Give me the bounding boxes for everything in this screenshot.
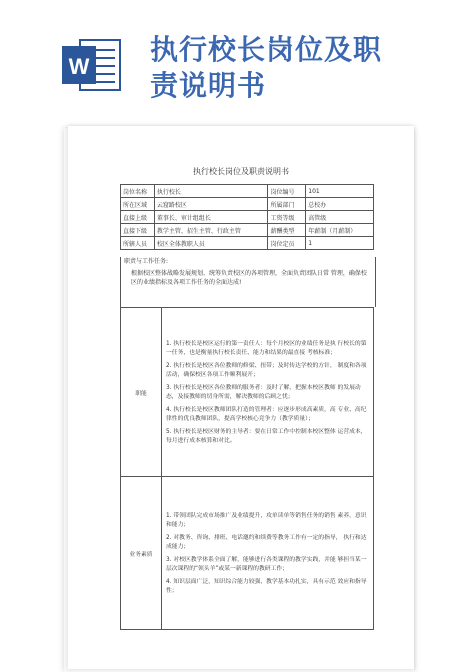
info-field-label: 岗位编号 [268, 185, 306, 198]
info-field-label: 直接下级 [121, 224, 155, 237]
quality-item: 2. 对教务、咨询、排班、电话邀约和续费等教务工作有一定的指导， 执行和达成能力； [166, 535, 367, 550]
banner-title [150, 32, 460, 104]
info-row [121, 198, 374, 211]
functions-label: 职能 [121, 308, 162, 477]
duties-intro-text: 根据校区整体战略发展规划、统筹负责校区的各项管理，全面负责团队日常 管理，确保校区的业绩指标及各项工作任务的全面达成! [131, 270, 367, 286]
banner-title-line1: 执行校长岗位及职 [150, 33, 383, 66]
info-row [121, 224, 374, 237]
word-document-icon [60, 36, 122, 94]
functions-list [162, 308, 374, 477]
banner-header [0, 0, 474, 118]
quality-item: 1. 带领团队完成市场推广及业绩提升，攻单读单等销售任务的销售 素养，意识和能力； [166, 513, 367, 528]
quality-item: 3. 对校区教学体系全面了解，能够进行各类课程的教学实践，并能 够担当某一层次课程的“领头羊”或某一新课程的教研工作； [166, 557, 367, 572]
quality-label: 业务素质 [121, 477, 162, 630]
duties-intro-label: 职责与工作任务: [124, 258, 169, 265]
info-field-value: 101 [306, 185, 374, 198]
info-field-label: 工资等级 [268, 211, 306, 224]
function-item: 4. 执行校长是校区教师团队打造的管理者：应逐步形成高素质，高 专业、高纪律性的优良教师团队，提高学校核心竞争力（教学质量）； [166, 407, 367, 422]
info-field-value: 高管级 [306, 211, 374, 224]
document-title: 执行校长岗位及职责说明书 [193, 167, 289, 176]
function-item: 1. 执行校长是校区运行的第一责任人：每个月校区的业绩任务是执 行校长的第一任务，也是衡量执行校长责任、能力和结果的最直接 考核标准； [166, 341, 367, 356]
info-field-label: 岗位名称 [121, 185, 155, 198]
info-field-label: 所辖人员 [121, 237, 155, 250]
info-field-value: 校区全体教职人员 [154, 237, 268, 250]
function-item: 3. 执行校长是校区各位教师的服务者：及时了解，把握本校区教师 的发展动态，及接教师的切身所需，解决教师的后顾之忧； [166, 385, 361, 400]
duties-intro [120, 257, 376, 307]
info-field-value: 董事长、审计组组长 [154, 211, 268, 224]
info-row [121, 211, 374, 224]
function-item: 2. 执行校长是校区各位教师的修梁、扭带；及时传达学校的方针， 制度和各项活动，确保校区各项工作顺利展开； [166, 363, 367, 378]
info-field-value: 云窟路校区 [154, 198, 268, 211]
info-field-value: 总校办 [306, 198, 374, 211]
info-row [121, 237, 374, 250]
info-field-label: 直接上级 [121, 211, 155, 224]
info-table [120, 184, 374, 250]
info-field-label: 薪酬类型 [268, 224, 306, 237]
word-icon-letter: W [68, 54, 90, 79]
info-field-value: 1 [306, 237, 374, 250]
info-field-label: 所属部门 [268, 198, 306, 211]
quality-item: 4. 知识层面广泛，知识综合能力较强，教学基本功扎实，具有示范 效应和指导性； [166, 579, 367, 594]
info-field-value: 教学主管、招生主管、行政主管 [154, 224, 268, 237]
banner-title-line2: 责说明书 [150, 69, 267, 102]
info-field-label: 岗位定员 [268, 237, 306, 250]
info-field-value: 年薪制（月薪制） [306, 224, 374, 237]
info-row [121, 185, 374, 198]
info-field-value: 执行校长 [154, 185, 268, 198]
quality-list [162, 477, 374, 630]
duty-row-quality [121, 477, 374, 630]
info-field-label: 所在区域 [121, 198, 155, 211]
duty-table [120, 307, 374, 630]
function-item: 5. 执行校长是校区财务的主导者：要在日常工作中控制本校区整体 运营成本，每月进行成本核算和对比。 [166, 429, 367, 444]
duty-row-functions [121, 308, 374, 477]
document-page [68, 126, 414, 669]
